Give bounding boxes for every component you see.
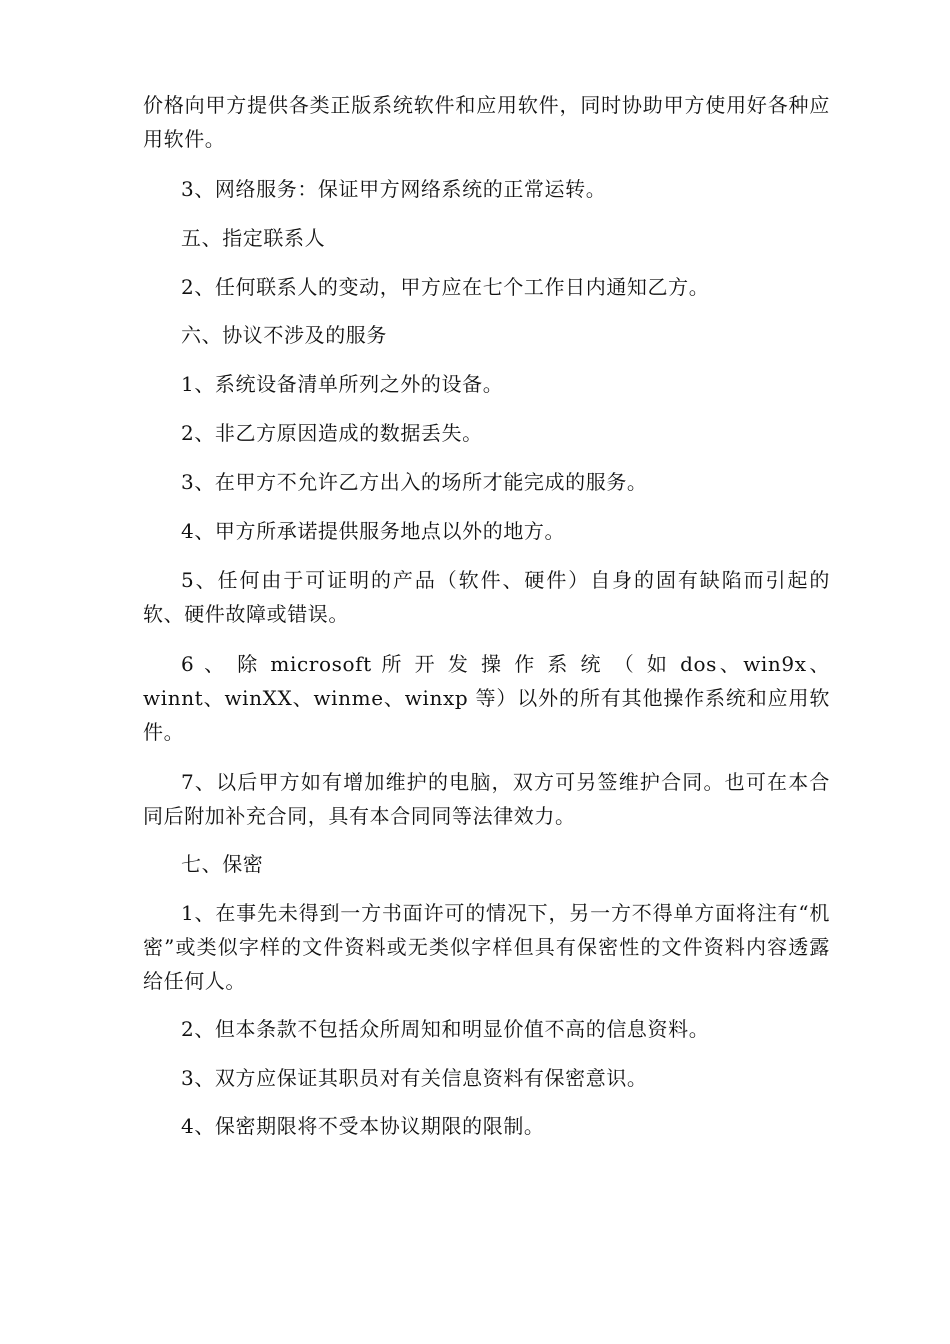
- section-heading-contact: 五、指定联系人: [181, 226, 326, 250]
- paragraph-confidentiality-1: 1、在事先未得到一方书面许可的情况下，另一方不得单方面将注有“机密”或类似字样的文件资料或无类似字样但具有保密性的文件资料内容透露给任何人。: [143, 901, 830, 993]
- paragraph-excluded-6: 6 、 除 microsoft 所 开 发 操 作 系 统 （ 如 dos、win9x、winnt、winXX、winme、winxp 等）以外的所有其他操作系统和应用软件。: [143, 652, 830, 744]
- paragraph-excluded-7: 7、以后甲方如有增加维护的电脑，双方可另签维护合同。也可在本合同后附加补充合同，具有本合同同等法律效力。: [143, 770, 830, 828]
- paragraph-excluded-1: 1、系统设备清单所列之外的设备。: [181, 372, 504, 396]
- paragraph-excluded-4: 4、甲方所承诺提供服务地点以外的地方。: [181, 519, 566, 543]
- paragraph-confidentiality-3: 3、双方应保证其职员对有关信息资料有保密意识。: [181, 1066, 648, 1090]
- section-heading-confidentiality: 七、保密: [181, 852, 264, 876]
- paragraph-confidentiality-2: 2、但本条款不包括众所周知和明显价值不高的信息资料。: [181, 1017, 710, 1041]
- section-heading-excluded-services: 六、协议不涉及的服务: [181, 323, 387, 347]
- paragraph-network-service: 3、网络服务：保证甲方网络系统的正常运转。: [181, 177, 607, 201]
- paragraph-continuation: 价格向甲方提供各类正版系统软件和应用软件，同时协助甲方使用好各种应用软件。: [143, 93, 830, 151]
- paragraph-confidentiality-4: 4、保密期限将不受本协议期限的限制。: [181, 1114, 545, 1138]
- paragraph-contact-change: 2、任何联系人的变动，甲方应在七个工作日内通知乙方。: [181, 275, 710, 299]
- paragraph-excluded-2: 2、非乙方原因造成的数据丢失。: [181, 421, 483, 445]
- paragraph-excluded-3: 3、在甲方不允许乙方出入的场所才能完成的服务。: [181, 470, 648, 494]
- paragraph-excluded-5: 5、任何由于可证明的产品（软件、硬件）自身的固有缺陷而引起的软、硬件故障或错误。: [143, 568, 830, 626]
